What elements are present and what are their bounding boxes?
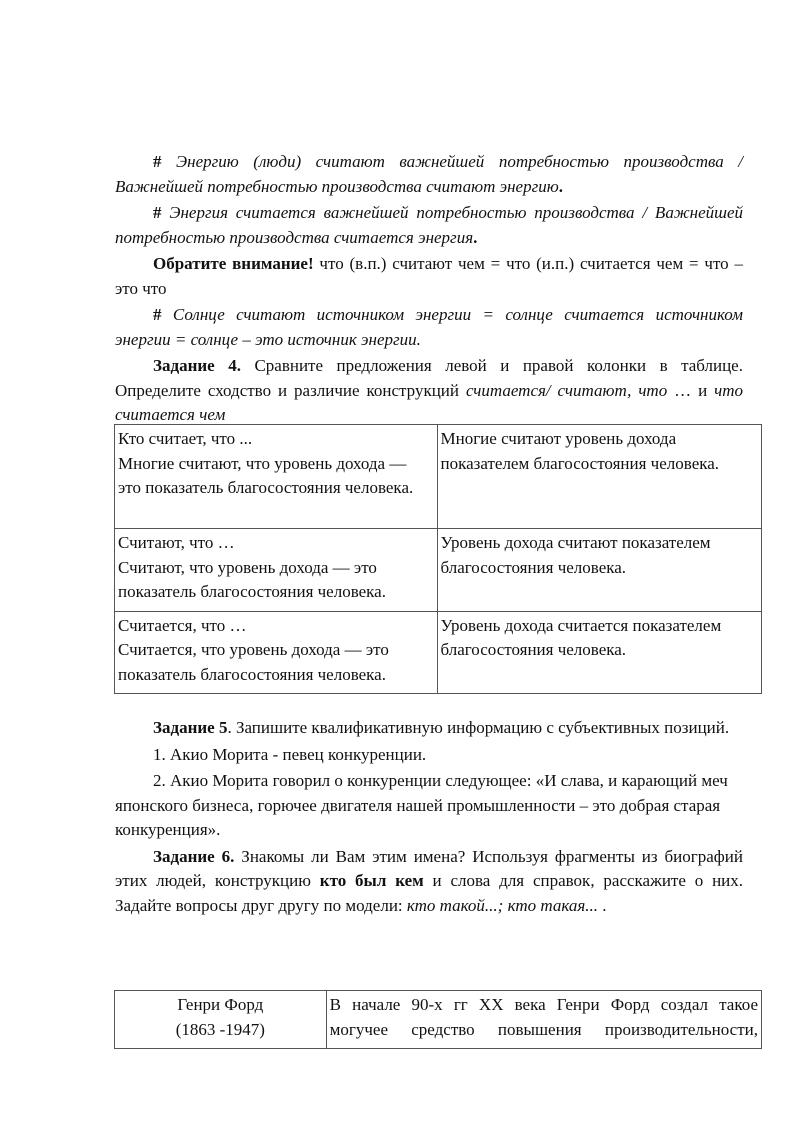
task6-text: Знакомы ли Вам этим имена? Используя фрагменты из биографий этих людей, конструкцию	[115, 846, 744, 890]
task6-text3: .	[598, 895, 607, 915]
task6-paragraph	[115, 845, 743, 919]
task5-label: Задание 5	[153, 718, 228, 737]
bio-cell	[326, 991, 761, 1049]
example-1	[115, 150, 743, 199]
example-3	[115, 303, 743, 352]
comparison-table	[114, 424, 762, 694]
period: .	[473, 227, 478, 247]
table-cell-right	[437, 425, 762, 529]
person-name: Генри Форд	[177, 995, 264, 1014]
list-item-text: 1. Акио Морита - певец конкуренции.	[153, 744, 427, 764]
note-label: Обратите внимание!	[153, 254, 314, 273]
table-cell-right	[437, 611, 762, 694]
task4-paragraph	[115, 354, 743, 428]
period: .	[558, 176, 563, 196]
list-item	[115, 769, 743, 843]
task6-text2: и слова для справок, расскажите о них. Задайте вопросы друг другу по модели:	[115, 871, 744, 915]
person-years: (1863 -1947)	[175, 1019, 265, 1039]
example-1-text: Энергию (люди) считают важнейшей потребностью производства / Важнейшей потребностью производства считают энергию	[115, 152, 744, 196]
example-3-text: Солнце считают источником энергии = солнце считается источником энергии = солнце – это источник энергии.	[115, 305, 743, 349]
note-text: что (в.п.) считают чем = что (и.п.) считается чем = что – это что	[115, 254, 743, 298]
task4-label: Задание 4.	[153, 356, 241, 375]
cell-heading: Кто считает, что ...	[118, 429, 253, 448]
task6-bold: кто был кем	[319, 871, 424, 890]
example-2	[115, 201, 743, 250]
bio-text: В начале 90-х гг XX века Генри Форд создал такое могучее средство повышения производительности,	[329, 995, 758, 1039]
task4-italic: считается/ считают, что	[465, 380, 668, 400]
biography-table	[114, 990, 762, 1049]
task6-label: Задание 6.	[153, 846, 235, 866]
table-row	[115, 991, 762, 1049]
cell-text: Уровень дохода считают показателем благосостояния человека.	[440, 533, 711, 577]
person-cell	[115, 991, 327, 1049]
example-2-text: Энергия считается важнейшей потребностью производства / Важнейшей потребностью производства считается энергия	[115, 203, 743, 247]
note-paragraph	[115, 252, 743, 301]
cell-text: Считается, что уровень дохода — это показатель благосостояния человека.	[118, 640, 389, 684]
table-row	[115, 425, 762, 529]
table-row	[115, 529, 762, 612]
task6-italic: кто такой...; кто такая...	[406, 895, 599, 915]
list-item	[115, 743, 743, 768]
list-item-text: 2. Акио Морита говорил о конкуренции следующее: «И слава, и карающий меч японского бизнеса, горючее двигателя нашей промышленности – это добрая старая конкуренция».	[115, 771, 728, 839]
task5-text: . Запишите квалификативную информацию с субъективных позиций.	[227, 718, 730, 737]
hash-mark: #	[153, 203, 170, 222]
cell-text: Многие считают уровень дохода показателем благосостояния человека.	[440, 429, 720, 473]
task5-paragraph	[115, 716, 743, 741]
hash-mark: #	[153, 305, 173, 324]
hash-mark: #	[153, 152, 177, 171]
task5-block	[115, 716, 743, 918]
cell-heading: Считают, что …	[118, 533, 235, 552]
examples-block	[115, 150, 743, 428]
task4-text2: … и	[667, 380, 715, 400]
cell-text: Уровень дохода считается показателем благосостояния человека.	[440, 615, 722, 659]
table-cell-left	[115, 529, 438, 612]
task4-italic2: что считается чем	[115, 380, 743, 424]
table-cell-left	[115, 425, 438, 529]
table-cell-left	[115, 611, 438, 694]
table-row	[115, 611, 762, 694]
table-cell-right	[437, 529, 762, 612]
cell-text: Считают, что уровень дохода — это показатель благосостояния человека.	[118, 557, 386, 601]
cell-text: Многие считают, что уровень дохода — это показатель благосостояния человека.	[118, 453, 414, 497]
task4-text: Сравните предложения левой и правой колонки в таблице. Определите сходство и различие конструкций	[115, 356, 743, 400]
cell-heading: Считается, что …	[118, 615, 247, 635]
